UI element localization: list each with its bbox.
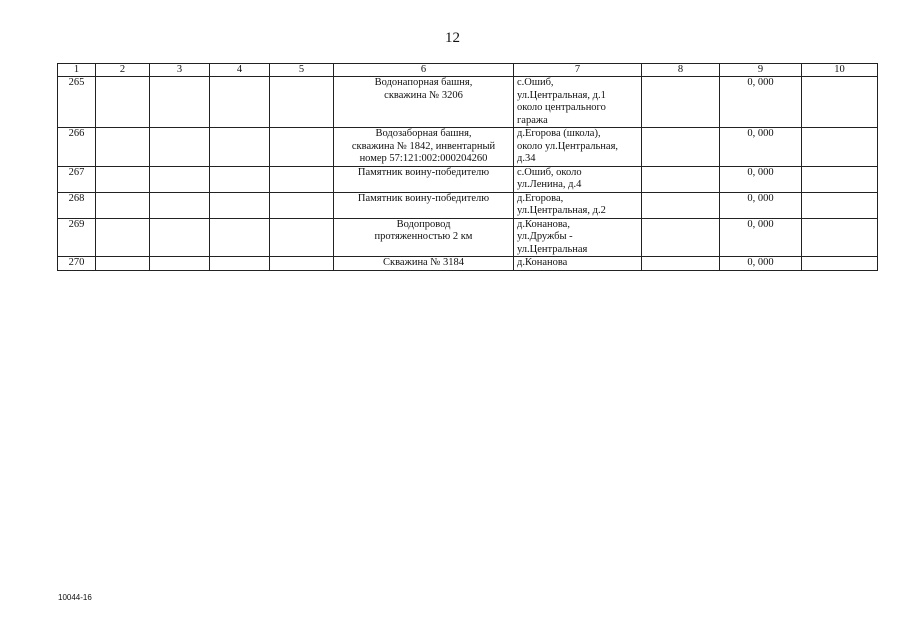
object-name: Водозаборная башня, скважина № 1842, инвентарный номер 57:121:002:000204260: [334, 128, 514, 167]
row-number: 266: [58, 128, 96, 167]
object-name: Водопровод протяженностью 2 км: [334, 218, 514, 257]
table-row: [58, 128, 878, 167]
object-value: 0, 000: [720, 218, 802, 257]
row-number: 269: [58, 218, 96, 257]
object-address: д.Егорова (школа), около ул.Центральная, д.34: [514, 128, 642, 167]
object-name: Памятник воину-победителю: [334, 166, 514, 192]
object-value: 0, 000: [720, 166, 802, 192]
table-row: [58, 257, 878, 271]
row-number: 265: [58, 77, 96, 128]
header-col-5: 5: [270, 64, 334, 77]
object-address: с.Ошиб, ул.Центральная, д.1 около центрального гаража: [514, 77, 642, 128]
page-number: 12: [445, 30, 460, 46]
object-value: 0, 000: [720, 128, 802, 167]
object-value: 0, 000: [720, 192, 802, 218]
header-col-8: 8: [642, 64, 720, 77]
table-row: [58, 218, 878, 257]
header-col-3: 3: [150, 64, 210, 77]
table-row: [58, 166, 878, 192]
table-row: [58, 77, 878, 128]
object-name: Скважина № 3184: [334, 257, 514, 271]
header-col-10: 10: [802, 64, 878, 77]
property-table: [57, 63, 878, 271]
header-col-6: 6: [334, 64, 514, 77]
header-row: [58, 64, 878, 77]
row-number: 270: [58, 257, 96, 271]
header-col-4: 4: [210, 64, 270, 77]
header-col-7: 7: [514, 64, 642, 77]
object-value: 0, 000: [720, 77, 802, 128]
header-col-9: 9: [720, 64, 802, 77]
object-name: Памятник воину-победителю: [334, 192, 514, 218]
table-row: [58, 192, 878, 218]
footer-document-code: 10044-16: [58, 593, 92, 602]
object-address: с.Ошиб, около ул.Ленина, д.4: [514, 166, 642, 192]
header-col-1: 1: [58, 64, 96, 77]
object-address: д.Конанова, ул.Дружбы - ул.Центральная: [514, 218, 642, 257]
object-address: д.Конанова: [514, 257, 642, 271]
object-name: Водонапорная башня, скважина № 3206: [334, 77, 514, 128]
row-number: 267: [58, 166, 96, 192]
object-value: 0, 000: [720, 257, 802, 271]
object-address: д.Егорова, ул.Центральная, д.2: [514, 192, 642, 218]
row-number: 268: [58, 192, 96, 218]
header-col-2: 2: [96, 64, 150, 77]
